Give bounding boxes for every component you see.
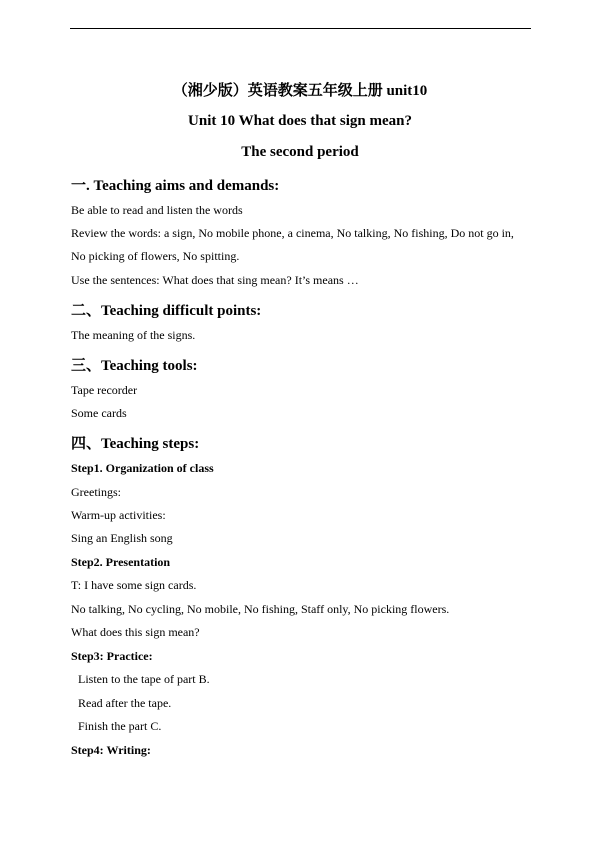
step1-title: Step1. Organization of class [71, 461, 214, 475]
difficult-points-heading: 二、Teaching difficult points: [71, 303, 262, 319]
step3-line: Read after the tape. [78, 696, 172, 710]
aims-heading: 一. Teaching aims and demands: [71, 178, 280, 194]
step4-title: Step4: Writing: [71, 743, 151, 757]
step2-line: What does this sign mean? [71, 625, 200, 639]
step1-line: Greetings: [71, 485, 121, 499]
tools-heading: 三、Teaching tools: [71, 358, 198, 374]
step2-title: Step2. Presentation [71, 555, 171, 569]
unit-title: Unit 10 What does that sign mean? [188, 113, 412, 129]
aims-line: Be able to read and listen the words [71, 203, 243, 217]
tools-line: Tape recorder [71, 383, 138, 397]
aims-line: Review the words: a sign, No mobile phone, a cinema, No talking, No fishing, Do not go in, [71, 226, 514, 240]
steps-heading: 四、Teaching steps: [71, 436, 200, 452]
difficult-points-line: The meaning of the signs. [71, 328, 196, 342]
aims-line: Use the sentences: What does that sing mean? It’s means … [71, 273, 359, 287]
tools-line: Some cards [71, 406, 127, 420]
header-rule [70, 28, 531, 29]
step2-line: No talking, No cycling, No mobile, No fishing, Staff only, No picking flowers. [71, 602, 450, 616]
step3-line: Listen to the tape of part B. [78, 672, 210, 686]
step3-title: Step3: Practice: [71, 649, 153, 663]
step1-line: Sing an English song [71, 531, 173, 545]
step2-line: T: I have some sign cards. [71, 578, 197, 592]
step3-line: Finish the part C. [78, 719, 162, 733]
period-title: The second period [241, 144, 359, 160]
aims-line: No picking of flowers, No spitting. [71, 249, 240, 263]
document-title: （湘少版）英语教案五年级上册 unit10 [172, 83, 428, 99]
step1-line: Warm-up activities: [71, 508, 166, 522]
